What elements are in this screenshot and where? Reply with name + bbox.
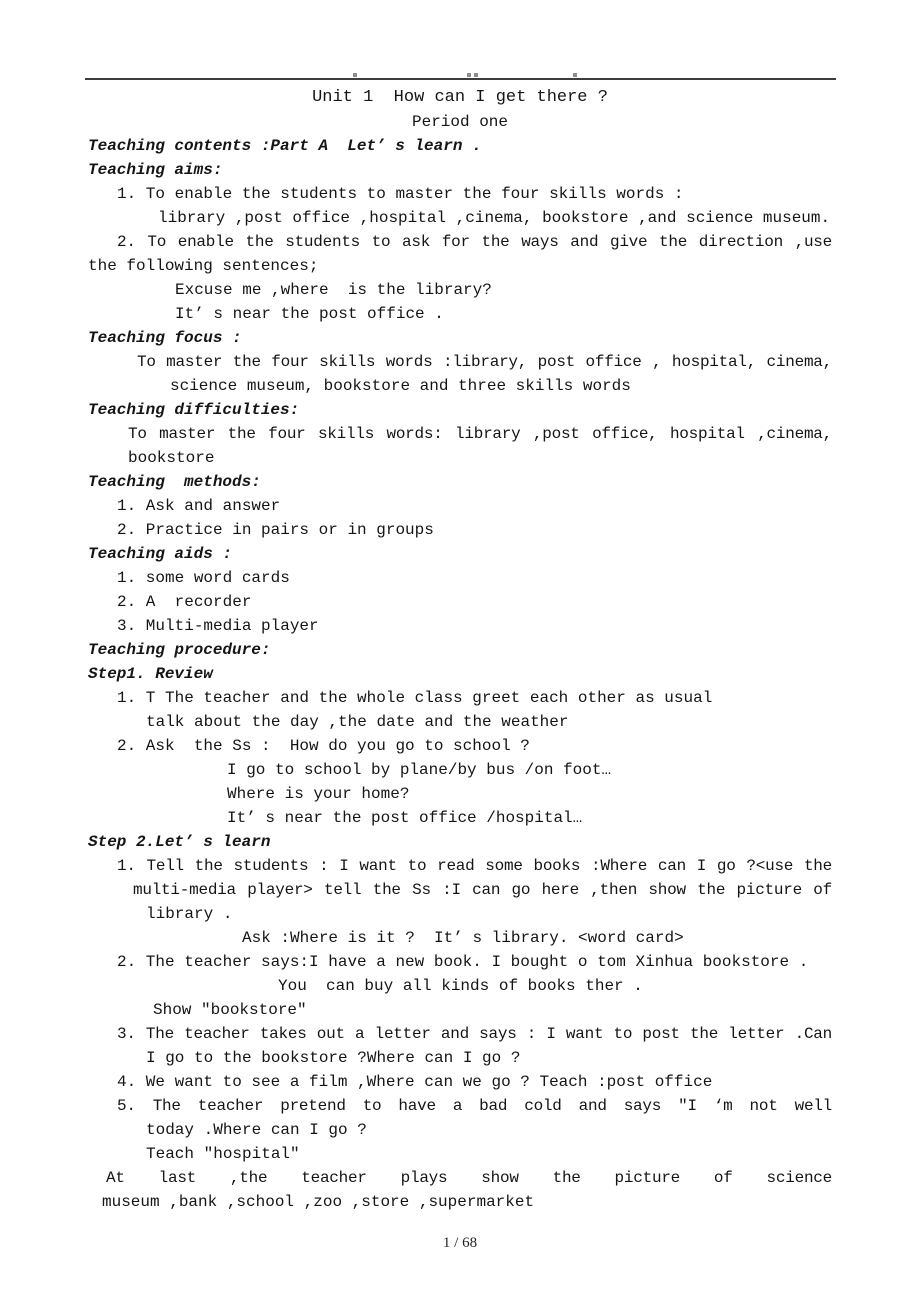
doc-text-line: Teach "hospital"	[146, 1145, 300, 1163]
page-title: Unit 1 How can I get there ?	[312, 88, 608, 107]
doc-heading-line: Teaching contents :Part A Let’ s learn .	[88, 137, 482, 155]
doc-text-line: library ,post office ,hospital ,cinema, bookstore ,and science museum.	[158, 209, 831, 227]
doc-heading-line: Teaching focus :	[88, 329, 242, 347]
doc-text-line: Show "bookstore"	[153, 1001, 307, 1019]
doc-text-line: I go to the bookstore ?Where can I go ?	[146, 1049, 521, 1067]
doc-text-line: library .	[146, 905, 233, 923]
doc-text-line: 2. A recorder	[117, 593, 252, 611]
doc-text-line: Excuse me ,where is the library?	[175, 281, 492, 299]
doc-text-line: 4. We want to see a film ,Where can we go ? Teach :post office	[117, 1073, 713, 1091]
document-body	[88, 86, 832, 1214]
header-artifact-dot	[573, 73, 577, 77]
doc-text-line: 1. Ask and answer	[117, 497, 281, 515]
doc-text-line: At last ,the teacher plays show the picture of science	[106, 1169, 832, 1187]
header-artifact-dot	[353, 73, 357, 77]
doc-text-line: To master the four skills words: library ,post office, hospital ,cinema,	[128, 425, 832, 443]
doc-text-line: It’ s near the post office /hospital…	[227, 809, 583, 827]
doc-text-line: 1. Tell the students : I want to read some books :Where can I go ?<use the	[117, 857, 832, 875]
doc-text-line: I go to school by plane/by bus /on foot…	[227, 761, 612, 779]
doc-text-line: You can buy all kinds of books ther .	[278, 977, 643, 995]
doc-heading-line: Teaching methods:	[88, 473, 261, 491]
header-divider-line	[85, 78, 836, 80]
doc-text-line: 1. T The teacher and the whole class greet each other as usual	[117, 689, 713, 707]
doc-text-line: 3. The teacher takes out a letter and says : I want to post the letter .Can	[117, 1025, 832, 1043]
doc-heading-line: Teaching procedure:	[88, 641, 271, 659]
doc-text-line: multi-media player> tell the Ss :I can go here ,then show the picture of	[133, 881, 832, 899]
doc-text-line: Ask :Where is it ? It’ s library. <word card>	[242, 929, 684, 947]
doc-text-line: talk about the day ,the date and the weather	[146, 713, 569, 731]
page-number: 1 / 68	[442, 1235, 478, 1251]
doc-text-line: 2. Ask the Ss : How do you go to school ?	[117, 737, 530, 755]
doc-text-line: museum ,bank ,school ,zoo ,store ,supermarket	[102, 1193, 535, 1211]
doc-text-line: 2. To enable the students to ask for the ways and give the direction ,use	[117, 233, 832, 251]
doc-text-line: Where is your home?	[227, 785, 410, 803]
page-subtitle: Period one	[411, 113, 508, 131]
doc-heading-line: Teaching aims:	[88, 161, 223, 179]
doc-text-line: 2. Practice in pairs or in groups	[117, 521, 434, 539]
doc-heading-line: Teaching difficulties:	[88, 401, 300, 419]
doc-text-line: 3. Multi-media player	[117, 617, 319, 635]
doc-text-line: bookstore	[128, 449, 215, 467]
doc-text-line: It’ s near the post office .	[175, 305, 444, 323]
doc-text-line: To master the four skills words :library, post office , hospital, cinema,	[137, 353, 832, 371]
header-artifact-dot	[474, 73, 478, 77]
doc-text-line: today .Where can I go ?	[146, 1121, 367, 1139]
doc-text-line: science museum, bookstore and three skills words	[170, 377, 631, 395]
doc-heading-line: Step1. Review	[88, 665, 213, 683]
doc-heading-line: Teaching aids :	[88, 545, 233, 563]
doc-text-line: the following sentences;	[88, 257, 319, 275]
document-lines	[88, 134, 832, 1214]
doc-text-line: 5. The teacher pretend to have a bad cold and says "I ‘m not well	[117, 1097, 832, 1115]
doc-heading-line: Step 2.Let’ s learn	[88, 833, 271, 851]
doc-text-line: 1. some word cards	[117, 569, 290, 587]
header-artifact-dot	[467, 73, 471, 77]
doc-text-line: 1. To enable the students to master the four skills words :	[117, 185, 684, 203]
doc-text-line: 2. The teacher says:I have a new book. I bought o tom Xinhua bookstore .	[117, 953, 809, 971]
